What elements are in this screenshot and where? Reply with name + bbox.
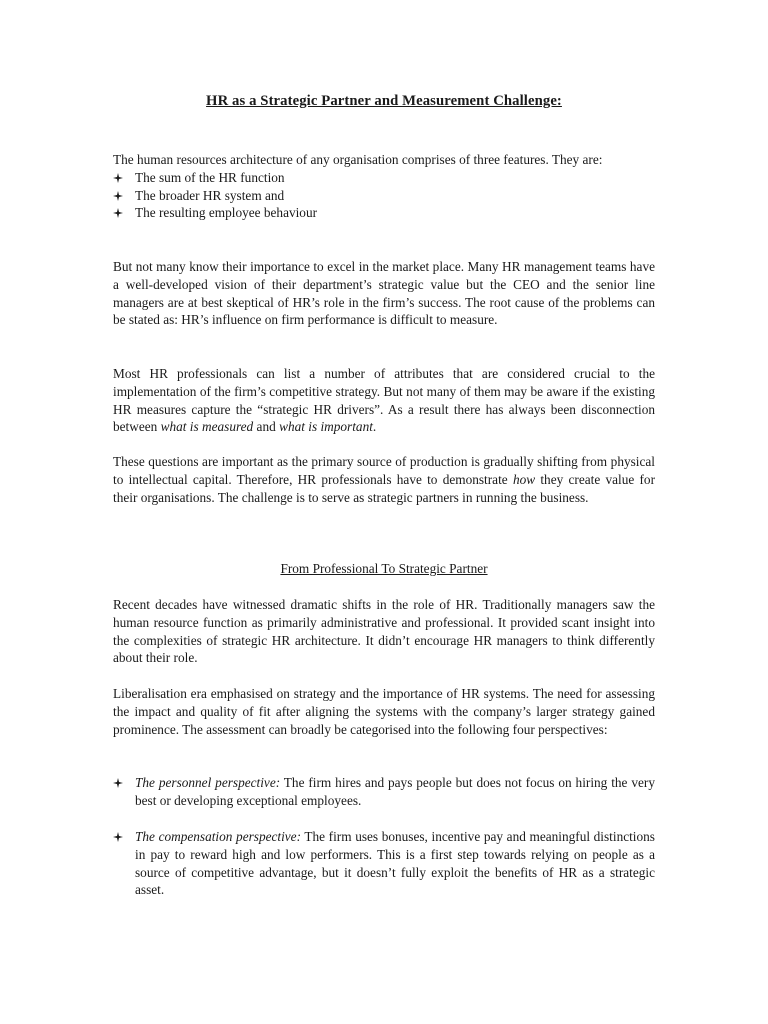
paragraph-3 (113, 453, 655, 506)
paragraph-1: But not many know their importance to excel in the market place. Many HR management teams have a well-developed vision of their department’s strategic value but the CEO and the senior line managers are at best skeptical of HR’s role in the firm’s success. The root cause of the problems can be stated as: HR’s influence on firm performance is difficult to measure. (113, 259, 655, 328)
emphasis-what-is-measured: what is measured (160, 419, 254, 435)
paragraph-3-text: they create value for their organisations. The challenge is to serve as strategic partners in running the business. (113, 471, 656, 505)
list-item (113, 774, 655, 810)
paragraph-3-block (113, 453, 655, 506)
paragraph-5-block (113, 685, 655, 738)
paragraph-4: Recent decades have witnessed dramatic shifts in the role of HR. Traditionally managers saw the human resource function as primarily administrative and professional. It provided scant insight into the complexities of strategic HR architecture. It didn’t encourage HR managers to think differently about their role. (113, 597, 655, 666)
list-item-text: The resulting employee behaviour (135, 205, 318, 221)
perspectives-section-2 (113, 828, 655, 899)
paragraph-2-text: and (253, 419, 280, 435)
list-item (113, 204, 655, 222)
diamond-bullet-icon (113, 191, 123, 201)
paragraph-1-block (113, 258, 655, 329)
intro-section (113, 151, 655, 222)
list-item-text: The broader HR system and (135, 187, 285, 203)
perspectives-list (113, 828, 655, 899)
perspective-text: The firm uses bonuses, incentive pay and meaningful distinctions in pay to reward high and low performers. This is a first step towards relying on people as a source of competitive advantage, but it doesn’t fully exploit the benefits of HR as a strategic asset. (135, 829, 655, 898)
perspective-label: The compensation perspective: (135, 829, 302, 844)
diamond-bullet-icon (113, 208, 123, 218)
list-item (113, 187, 655, 205)
perspective-text: The firm hires and pays people but does not focus on hiring the very best or developing exceptional employees. (135, 775, 655, 808)
intro-paragraph: The human resources architecture of any organisation comprises of three features. They are: (113, 152, 603, 167)
feature-list (113, 169, 655, 222)
paragraph-2-text: Most HR professionals can list a number of attributes that are considered crucial to the implementation of the firm’s competitive strategy. But not many of them may be aware if the existing HR measures capture the “strategic HR drivers”. As a result there has always been disconnection between (113, 366, 655, 435)
emphasis-how: how (512, 471, 536, 487)
perspectives-section (113, 774, 655, 810)
page-title: HR as a Strategic Partner and Measurement Challenge: (206, 93, 562, 109)
paragraph-4-block (113, 596, 655, 667)
diamond-bullet-icon (113, 832, 123, 842)
paragraph-2 (113, 365, 655, 436)
section-subheading: From Professional To Strategic Partner (280, 561, 488, 576)
paragraph-5: Liberalisation era emphasised on strategy and the importance of HR systems. The need for assessing the impact and quality of fit after aligning the systems with the company’s larger strategy gained prominence. The assessment can broadly be categorised into the following four perspectives: (113, 686, 655, 737)
paragraph-2-block (113, 365, 655, 436)
list-item (113, 828, 655, 899)
list-item (113, 169, 655, 187)
diamond-bullet-icon (113, 778, 123, 788)
paragraph-3-text: These questions are important as the primary source of production is gradually shifting from physical to intellectual capital. Therefore, HR professionals have to demonstrate (113, 454, 655, 487)
list-item-text: The sum of the HR function (135, 169, 285, 185)
emphasis-what-is-important: what is important (279, 419, 373, 435)
paragraph-2-text: . (372, 419, 377, 435)
perspectives-list (113, 774, 655, 810)
diamond-bullet-icon (113, 173, 123, 183)
perspective-label: The personnel perspective: (135, 775, 281, 790)
